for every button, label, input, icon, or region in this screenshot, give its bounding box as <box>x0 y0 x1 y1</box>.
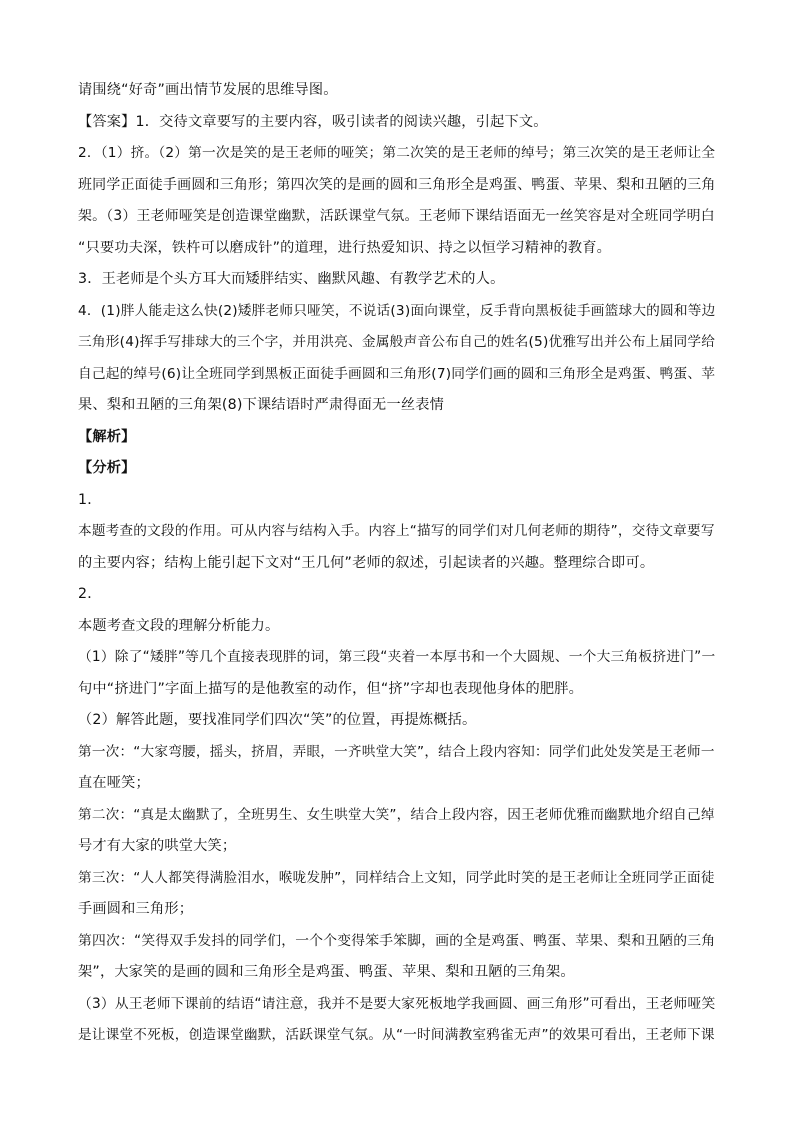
text-line: 架”，大家笑的是画的圆和三角形全是鸡蛋、鸭蛋、苹果、梨和丑陋的三角架。 <box>78 964 575 980</box>
text-line: 第一次：“大家弯腰，摇头，挤眉，弄眼，一齐哄堂大笑”，结合上段内容知：同学们此处发笑是王老师一 <box>78 743 715 760</box>
text-line: 是让课堂不死板，创造课堂幽默，活跃课堂气氛。从“一时间满教室鸦雀无声”的效果可看出，王老师下课 <box>78 1027 715 1043</box>
text-line: 2．（1）挤。（2）第一次是笑的是王老师的哑笑；第二次笑的是王老师的绰号；第三次笑的是王老师让全 <box>78 145 716 161</box>
text-line: 第二次：“真是太幽默了，全班男生、女生哄堂大笑”，结合上段内容，因王老师优雅而幽默地介绍自己绰 <box>78 806 715 823</box>
analysis-subheading: 【分析】 <box>78 460 136 476</box>
text-line: 班同学正面徒手画圆和三角形；第四次笑的是画的圆和三角形全是鸡蛋、鸭蛋、苹果、梨和丑陋的三角 <box>78 176 716 193</box>
text-line: 自己起的绰号(6)让全班同学到黑板正面徒手画圆和三角形(7)同学们画的圆和三角形全是鸡蛋、鸭蛋、苹 <box>78 365 716 382</box>
text-line: 果、梨和丑陋的三角架(8)下课结语时严肃得面无一丝表情 <box>78 397 444 413</box>
text-line: 直在哑笑； <box>78 775 150 791</box>
answer-line: 【答案】1．交待文章要写的主要内容，吸引读者的阅读兴趣，引起下文。 <box>78 113 548 130</box>
text-line: 2． <box>78 586 102 602</box>
text-line: （2）解答此题，要找准同学们四次“笑”的位置，再提炼概括。 <box>78 712 477 728</box>
text-line: 3．王老师是个头方耳大而矮胖结实、幽默风趣、有教学艺术的人。 <box>78 271 505 287</box>
text-line: 句中“挤进门”字面上描写的是他教室的动作，但“挤”字却也表现他身体的肥胖。 <box>78 680 583 697</box>
analysis-heading: 【解析】 <box>78 428 136 445</box>
text-line: 三角形(4)挥手写排球大的三个字，并用洪亮、金属般声音公布自己的姓名(5)优雅写出并公布上届同学给 <box>78 334 716 350</box>
text-line: “只要功夫深，铁杵可以磨成针”的道理，进行热爱知识、持之以恒学习精神的教育。 <box>78 239 612 256</box>
text-line: 本题考查文段的理解分析能力。 <box>78 617 280 634</box>
text-line: 第四次：“笑得双手发抖的同学们，一个个变得笨手笨脚，画的全是鸡蛋、鸭蛋、苹果、梨和丑陋的三角 <box>78 932 716 949</box>
text-line: （1）除了“矮胖”等几个直接表现胖的词，第三段“夹着一本厚书和一个大圆规、一个大三角板挤进门”一 <box>78 649 716 665</box>
text-line: 本题考查的文段的作用。可从内容与结构入手。内容上“描写的同学们对几何老师的期待”，交待文章要写 <box>78 523 715 539</box>
text-line: （3）从王老师下课前的结语“请注意，我并不是要大家死板地学我画圆、画三角形”可看出，王老师哑笑 <box>78 995 716 1012</box>
text-line: 4．(1)胖人能走这么快(2)矮胖老师只哑笑，不说话(3)面向课堂，反手背向黑板徒手画篮球大的圆和等边 <box>78 302 716 319</box>
text-line: 第三次：“人人都笑得满脸泪水，喉咙发肿”，同样结合上文知，同学此时笑的是王老师让全班同学正面徒 <box>78 869 715 886</box>
document-body <box>78 80 718 1057</box>
text-line: 请围绕“好奇”画出情节发展的思维导图。 <box>78 82 338 98</box>
text-line: 号才有大家的哄堂大笑； <box>78 838 237 854</box>
text-line: 1． <box>78 491 102 508</box>
text-line: 的主要内容；结构上能引起下文对“王几何”老师的叙述，引起读者的兴趣。整理综合即可。 <box>78 554 655 571</box>
text-line: 手画圆和三角形； <box>78 901 194 917</box>
text-line: 架。（3）王老师哑笑是创造课堂幽默，活跃课堂气氛。王老师下课结语面无一丝笑容是对全班同学明白 <box>78 208 715 224</box>
